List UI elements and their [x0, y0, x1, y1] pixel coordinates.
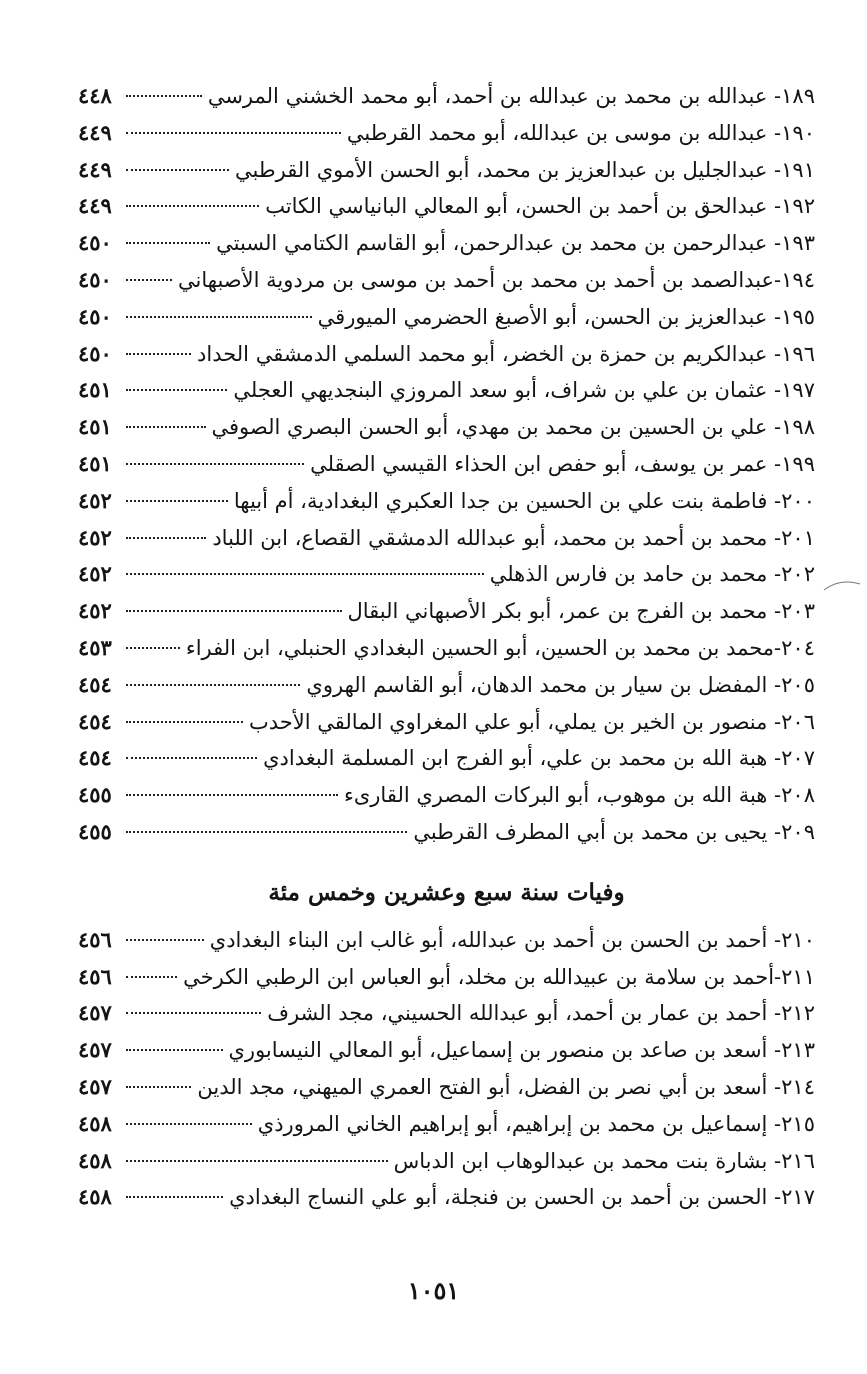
- dot-leader: [126, 1160, 388, 1162]
- dot-leader: [126, 976, 177, 978]
- entry-title: ٢١١-أحمد بن سلامة بن عبيدالله بن مخلد، أبو العباس ابن الرطبي الكرخي: [183, 964, 815, 989]
- dot-leader: [126, 610, 342, 612]
- dot-leader: [126, 794, 338, 796]
- dot-leader: [126, 721, 243, 723]
- dot-leader: [126, 426, 206, 428]
- entry-page-number: ٤٥٤: [78, 745, 112, 771]
- toc-list-group-1: [78, 78, 815, 851]
- toc-entry: [78, 1143, 815, 1180]
- entry-title: ١٩٨- علي بن الحسين بن محمد بن مهدي، أبو الحسن البصري الصوفي: [211, 415, 815, 440]
- entry-page-number: ٤٥٦: [78, 963, 112, 989]
- toc-entry: [78, 336, 815, 373]
- toc-entry: [78, 409, 815, 446]
- toc-entry: [78, 995, 815, 1032]
- entry-title: ٢٠٣- محمد بن الفرج بن عمر، أبو بكر الأصبهاني البقال: [347, 599, 815, 624]
- dot-leader: [126, 316, 312, 318]
- toc-entry: [78, 667, 815, 704]
- entry-title: ١٩٧- عثمان بن علي بن شراف، أبو سعد المروزي البنجديهي العجلي: [233, 378, 815, 403]
- margin-pencil-mark: [822, 578, 862, 592]
- entry-page-number: ٤٥٢: [78, 598, 112, 624]
- dot-leader: [126, 169, 229, 171]
- entry-title: ١٩٠- عبدالله بن موسى بن عبدالله، أبو محمد القرطبي: [346, 120, 815, 145]
- toc-entry: [78, 262, 815, 299]
- entry-page-number: ٤٥٨: [78, 1147, 112, 1173]
- dot-leader: [126, 939, 204, 941]
- entry-page-number: ٤٥٤: [78, 708, 112, 734]
- entry-title: ١٨٩- عبدالله بن محمد بن عبدالله بن أحمد، أبو محمد الخشني المرسي: [207, 84, 815, 108]
- toc-entry: [78, 1179, 815, 1216]
- entry-title: ٢١٥- إسماعيل بن محمد بن إبراهيم، أبو إبراهيم الخاني المرورذي: [257, 1111, 815, 1136]
- dot-leader: [126, 831, 407, 833]
- toc-entry: [78, 922, 815, 959]
- toc-entry: [78, 1032, 815, 1069]
- dot-leader: [126, 1012, 261, 1014]
- toc-entry: [78, 777, 815, 814]
- entry-page-number: ٤٥٧: [78, 1073, 112, 1099]
- entry-title: ٢٠٦- منصور بن الخير بن يملي، أبو علي المغراوي المالقي الأحدب: [249, 709, 815, 734]
- entry-page-number: ٤٤٩: [78, 119, 112, 145]
- page-number-folio: ١٠٥١: [407, 1276, 460, 1305]
- entry-title: ١٩٣- عبدالرحمن بن محمد بن عبدالرحمن، أبو القاسم الكتامي السبتي: [216, 231, 815, 256]
- entry-title: ٢٠٧- هبة الله بن محمد بن علي، أبو الفرج ابن المسلمة البغدادي: [263, 746, 815, 771]
- toc-entry: [78, 483, 815, 520]
- entry-page-number: ٤٥٢: [78, 487, 112, 513]
- toc-list-group-2: [78, 922, 815, 1216]
- dot-leader: [126, 1049, 223, 1051]
- entry-title: ٢٠٢- محمد بن حامد بن فارس الذهلي: [489, 562, 815, 587]
- entry-page-number: ٤٥٥: [78, 818, 112, 844]
- toc-entry: [78, 814, 815, 851]
- toc-entry: [78, 78, 815, 115]
- entry-title: ٢٠١- محمد بن أحمد بن محمد، أبو عبدالله الدمشقي القصاع، ابن اللباد: [212, 525, 815, 550]
- dot-leader: [126, 353, 191, 355]
- toc-entry: [78, 520, 815, 557]
- toc-entry: [78, 115, 815, 152]
- entry-title: ١٩٢- عبدالحق بن أحمد بن الحسن، أبو المعالي البانياسي الكاتب: [265, 194, 815, 219]
- entry-page-number: ٤٥٨: [78, 1110, 112, 1136]
- entry-page-number: ٤٥٠: [78, 230, 112, 256]
- toc-entry: [78, 740, 815, 777]
- toc-entry: [78, 372, 815, 409]
- entry-page-number: ٤٥١: [78, 450, 112, 476]
- section-heading: وفيات سنة سبع وعشرين وخمس مئة: [268, 878, 625, 906]
- dot-leader: [126, 205, 259, 207]
- toc-entry: [78, 630, 815, 667]
- toc-entry: [78, 1069, 815, 1106]
- dot-leader: [126, 279, 172, 281]
- entry-page-number: ٤٥٢: [78, 524, 112, 550]
- entry-page-number: ٤٥٧: [78, 1000, 112, 1026]
- entry-page-number: ٤٥٢: [78, 561, 112, 587]
- entry-title: ٢١٤- أسعد بن أبي نصر بن الفضل، أبو الفتح العمري الميهني، مجد الدين: [197, 1074, 815, 1099]
- dot-leader: [126, 1086, 191, 1088]
- entry-page-number: ٤٥٠: [78, 340, 112, 366]
- dot-leader: [126, 389, 227, 391]
- dot-leader: [126, 463, 304, 465]
- entry-title: ١٩٤-عبدالصمد بن أحمد بن محمد بن أحمد بن موسى بن مردوية الأصبهاني: [178, 267, 815, 292]
- entry-page-number: ٤٥٠: [78, 303, 112, 329]
- dot-leader: [126, 757, 257, 759]
- entry-title: ١٩٥- عبدالعزيز بن الحسن، أبو الأصبغ الحضرمي الميورقي: [317, 304, 815, 329]
- entry-title: ٢١٦- بشارة بنت محمد بن عبدالوهاب ابن الدباس: [393, 1148, 815, 1173]
- toc-page: [78, 78, 815, 1216]
- dot-leader: [126, 647, 180, 649]
- entry-title: ٢٠٨- هبة الله بن موهوب، أبو البركات المصري القارىء: [343, 783, 815, 808]
- entry-title: ٢٠٥- المفضل بن سيار بن محمد الدهان، أبو القاسم الهروي: [306, 672, 815, 697]
- dot-leader: [126, 537, 206, 539]
- dot-leader: [126, 500, 228, 502]
- dot-leader: [126, 242, 210, 244]
- entry-title: ٢٠٤-محمد بن محمد بن الحسين، أبو الحسين البغدادي الحنبلي، ابن الفراء: [185, 635, 815, 660]
- toc-entry: [78, 225, 815, 262]
- entry-page-number: ٤٤٩: [78, 156, 112, 182]
- entry-page-number: ٤٥٠: [78, 266, 112, 292]
- entry-page-number: ٤٥٥: [78, 782, 112, 808]
- entry-title: ١٩١- عبدالجليل بن عبدالعزيز بن محمد، أبو الحسن الأموي القرطبي: [235, 157, 815, 182]
- entry-page-number: ٤٤٨: [78, 83, 112, 108]
- dot-leader: [126, 1123, 252, 1125]
- dot-leader: [126, 573, 484, 575]
- toc-entry: [78, 446, 815, 483]
- toc-entry: [78, 704, 815, 741]
- entry-page-number: ٤٥٨: [78, 1184, 112, 1210]
- entry-page-number: ٤٥٣: [78, 634, 112, 660]
- toc-entry: [78, 188, 815, 225]
- toc-entry: [78, 152, 815, 189]
- entry-page-number: ٤٥٧: [78, 1037, 112, 1063]
- entry-title: ٢١٠- أحمد بن الحسن بن أحمد بن عبدالله، أبو غالب ابن البناء البغدادي: [209, 927, 815, 952]
- entry-page-number: ٤٥٦: [78, 926, 112, 952]
- entry-title: ١٩٦- عبدالكريم بن حمزة بن الخضر، أبو محمد السلمي الدمشقي الحداد: [197, 341, 815, 366]
- dot-leader: [126, 95, 202, 97]
- toc-entry: [78, 299, 815, 336]
- toc-entry: [78, 959, 815, 996]
- entry-page-number: ٤٤٩: [78, 193, 112, 219]
- dot-leader: [126, 1196, 223, 1198]
- entry-page-number: ٤٥١: [78, 414, 112, 440]
- entry-title: ٢٠٠- فاطمة بنت علي بن الحسين بن جدا العكبري البغدادية، أم أبيها: [233, 488, 815, 513]
- toc-entry: [78, 593, 815, 630]
- toc-entry: [78, 1106, 815, 1143]
- dot-leader: [126, 132, 341, 134]
- entry-title: ١٩٩- عمر بن يوسف، أبو حفص ابن الحذاء القيسي الصقلي: [310, 451, 815, 476]
- dot-leader: [126, 684, 300, 686]
- entry-page-number: ٤٥١: [78, 377, 112, 403]
- toc-entry: [78, 556, 815, 593]
- entry-title: ٢٠٩- يحيى بن محمد بن أبي المطرف القرطبي: [413, 819, 815, 844]
- entry-page-number: ٤٥٤: [78, 671, 112, 697]
- entry-title: ٢١٣- أسعد بن صاعد بن منصور بن إسماعيل، أبو المعالي النيسابوري: [228, 1038, 815, 1063]
- entry-title: ٢١٧- الحسن بن أحمد بن الحسن بن فنجلة، أبو علي النساج البغدادي: [229, 1185, 815, 1210]
- entry-title: ٢١٢- أحمد بن عمار بن أحمد، أبو عبدالله الحسيني، مجد الشرف: [267, 1001, 815, 1026]
